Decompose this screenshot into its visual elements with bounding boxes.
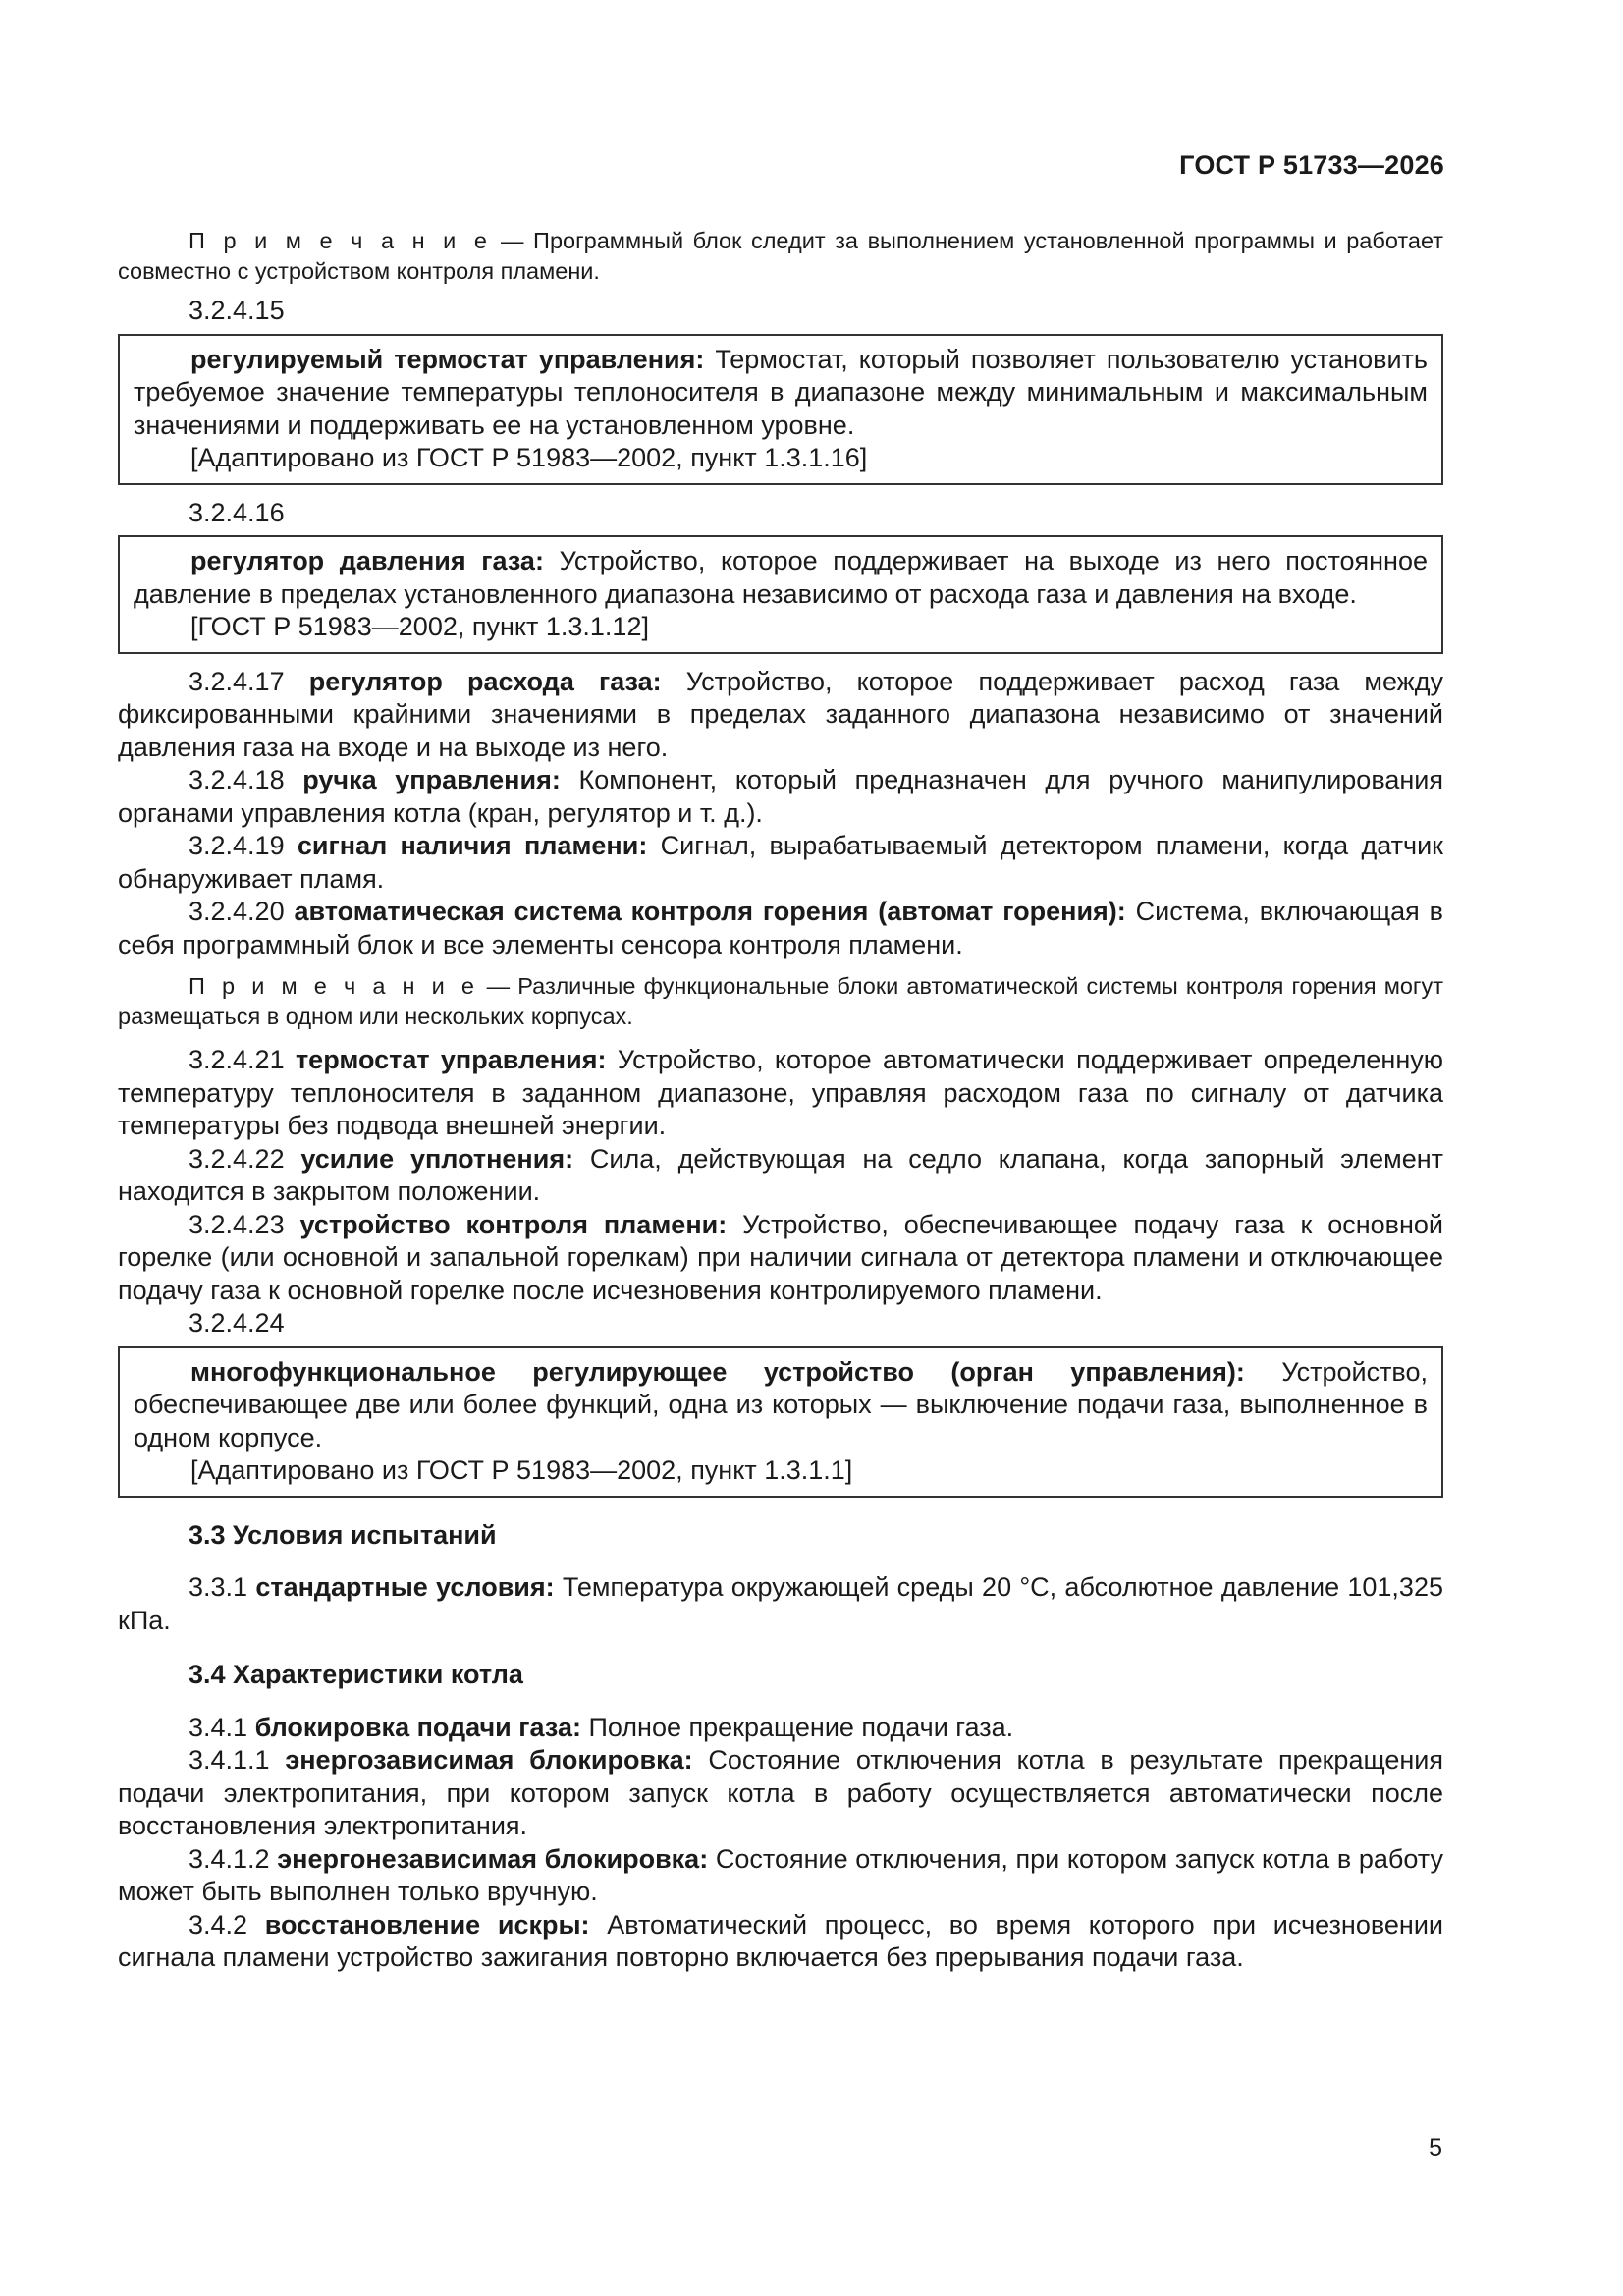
term: устройство контроля пламени:: [299, 1209, 728, 1239]
note-text: — Различные функциональные блоки автоматической системы контроля горения могут размещаться в одном или нескольких корпусах.: [118, 973, 1443, 1029]
definition: [118, 1909, 1443, 1975]
definition: [134, 1356, 1428, 1455]
definition-text: Автоматический процесс, во время которого при исчезновении сигнала пламени устройство зажигания повторно включается без прерывания подачи газа.: [118, 1909, 1443, 1972]
definition-text: Компонент, который предназначен для ручного манипулирования органами управления котла (кран, регулятор и т. д.).: [118, 765, 1443, 828]
term: многофункциональное регулирующее устройство (орган управления):: [190, 1356, 1245, 1387]
definition-text: Сила, действующая на седло клапана, когда запорный элемент находится в закрытом положении.: [118, 1143, 1443, 1206]
definition-text: Устройство, которое автоматически поддерживает определенную температуру теплоносителя в заданном диапазоне, управляя расходом газа по сигналу от датчика температуры без подвода внешней энергии.: [118, 1045, 1443, 1140]
source-reference: [Адаптировано из ГОСТ Р 51983—2002, пункт 1.3.1.1]: [190, 1455, 853, 1485]
term: энергозависимая блокировка:: [285, 1745, 693, 1775]
definition-text: Температура окружающей среды 20 °C, абсолютное давление 101,325 кПа.: [118, 1572, 1443, 1635]
clause-number: 3.4.1.1: [189, 1745, 286, 1775]
term: сигнал наличия пламени:: [297, 831, 648, 860]
note-label: П р и м е ч а н и е: [189, 973, 479, 999]
definition-text: Состояние отключения котла в результате прекращения подачи электропитания, при котором запуск котла в работу осуществляется автоматически после восстановления электропитания.: [118, 1745, 1443, 1840]
term: энергонезависимая блокировка:: [277, 1843, 709, 1874]
clause-number: 3.4.2: [189, 1909, 265, 1940]
definition: [118, 1571, 1443, 1637]
clause-number: 3.2.4.21: [189, 1045, 296, 1074]
source-reference: [Адаптировано из ГОСТ Р 51983—2002, пункт 1.3.1.16]: [190, 443, 868, 472]
definition-box: [118, 535, 1443, 654]
definition-text: Сигнал, вырабатываемый детектором пламени, когда датчик обнаруживает пламя.: [118, 831, 1443, 894]
clause-number: 3.2.4.17: [189, 666, 309, 696]
document-body: [118, 224, 1443, 1975]
clause-number: 3.4.1.2: [189, 1843, 278, 1874]
definition-text: Система, включающая в себя программный блок и все элементы сенсора контроля пламени.: [118, 897, 1443, 959]
definition: [118, 666, 1443, 765]
definition: [118, 1044, 1443, 1143]
definition-box: [118, 1346, 1443, 1498]
standard-id: ГОСТ Р 51733—2026: [1179, 150, 1444, 180]
section-heading: 3.3 Условия испытаний: [189, 1519, 497, 1550]
definition-text: Устройство, которое поддерживает расход газа между фиксированными крайними значениями в пределах заданного диапазона независимо от значений давления газа на входе и на выходе из него.: [118, 666, 1443, 762]
clause-number: 3.2.4.16: [189, 497, 285, 527]
note-label: П р и м е ч а н и е: [189, 228, 492, 253]
definition: [118, 764, 1443, 830]
term: блокировка подачи газа:: [254, 1712, 581, 1742]
definition: [134, 344, 1428, 443]
term: термостат управления:: [295, 1045, 607, 1074]
term: ручка управления:: [302, 765, 561, 794]
clause-number: 3.3.1: [189, 1572, 256, 1602]
definition-text: Устройство, обеспечивающее подачу газа к основной горелке (или основной и запальной горелкам) при наличии сигнала от детектора пламени и отключающее подачу газа к основной горелке после исчезновения контролируемого пламени.: [118, 1209, 1443, 1305]
definition-text: Устройство, обеспечивающее две или более функций, одна из которых — выключение подачи газа, выполненное в одном корпусе.: [134, 1356, 1428, 1452]
term: усилие уплотнения:: [300, 1143, 574, 1174]
note: [118, 971, 1443, 1032]
definition-text: Термостат, который позволяет пользователю установить требуемое значение температуры теплоносителя в диапазоне между минимальным и максимальным значениями и поддерживать ее на установленном уровне.: [134, 344, 1428, 440]
clause-number: 3.2.4.15: [189, 296, 285, 325]
clause-number: 3.2.4.24: [189, 1308, 285, 1338]
term: регулятор давления газа:: [190, 546, 544, 575]
section-heading: 3.4 Характеристики котла: [189, 1660, 523, 1689]
source-reference: [ГОСТ Р 51983—2002, пункт 1.3.1.12]: [190, 612, 649, 641]
definition: [118, 1209, 1443, 1308]
definition-text: Полное прекращение подачи газа.: [580, 1712, 1014, 1742]
page-number: 5: [1429, 2134, 1442, 2161]
term: восстановление искры:: [264, 1909, 590, 1940]
definition: [118, 896, 1443, 961]
note: [118, 226, 1443, 287]
clause-number: 3.2.4.19: [189, 831, 298, 860]
clause-number: 3.2.4.18: [189, 765, 303, 794]
definition-text: Состояние отключения, при котором запуск котла в работу может быть выполнен только вручную.: [118, 1843, 1443, 1906]
definition-text: Устройство, которое поддерживает на выходе из него постоянное давление в пределах установленного диапазона независимо от расхода газа и давления на входе.: [134, 546, 1428, 609]
term: автоматическая система контроля горения (автомат горения):: [294, 897, 1126, 926]
note-text: — Программный блок следит за выполнением установленной программы и работает совместно с устройством контроля пламени.: [118, 228, 1444, 284]
term: стандартные условия:: [255, 1572, 555, 1602]
definition: [134, 545, 1428, 611]
definition: [118, 1744, 1443, 1843]
term: регулятор расхода газа:: [308, 666, 662, 696]
term: регулируемый термостат управления:: [190, 344, 705, 374]
clause-number: 3.2.4.23: [189, 1209, 300, 1239]
clause-number: 3.2.4.22: [189, 1143, 301, 1174]
definition-box: [118, 334, 1443, 485]
definition: [118, 830, 1443, 896]
clause-number: 3.4.1: [189, 1712, 255, 1742]
clause-number: 3.2.4.20: [189, 897, 295, 926]
definition: [118, 1712, 1443, 1745]
definition: [118, 1143, 1443, 1209]
definition: [118, 1843, 1443, 1909]
